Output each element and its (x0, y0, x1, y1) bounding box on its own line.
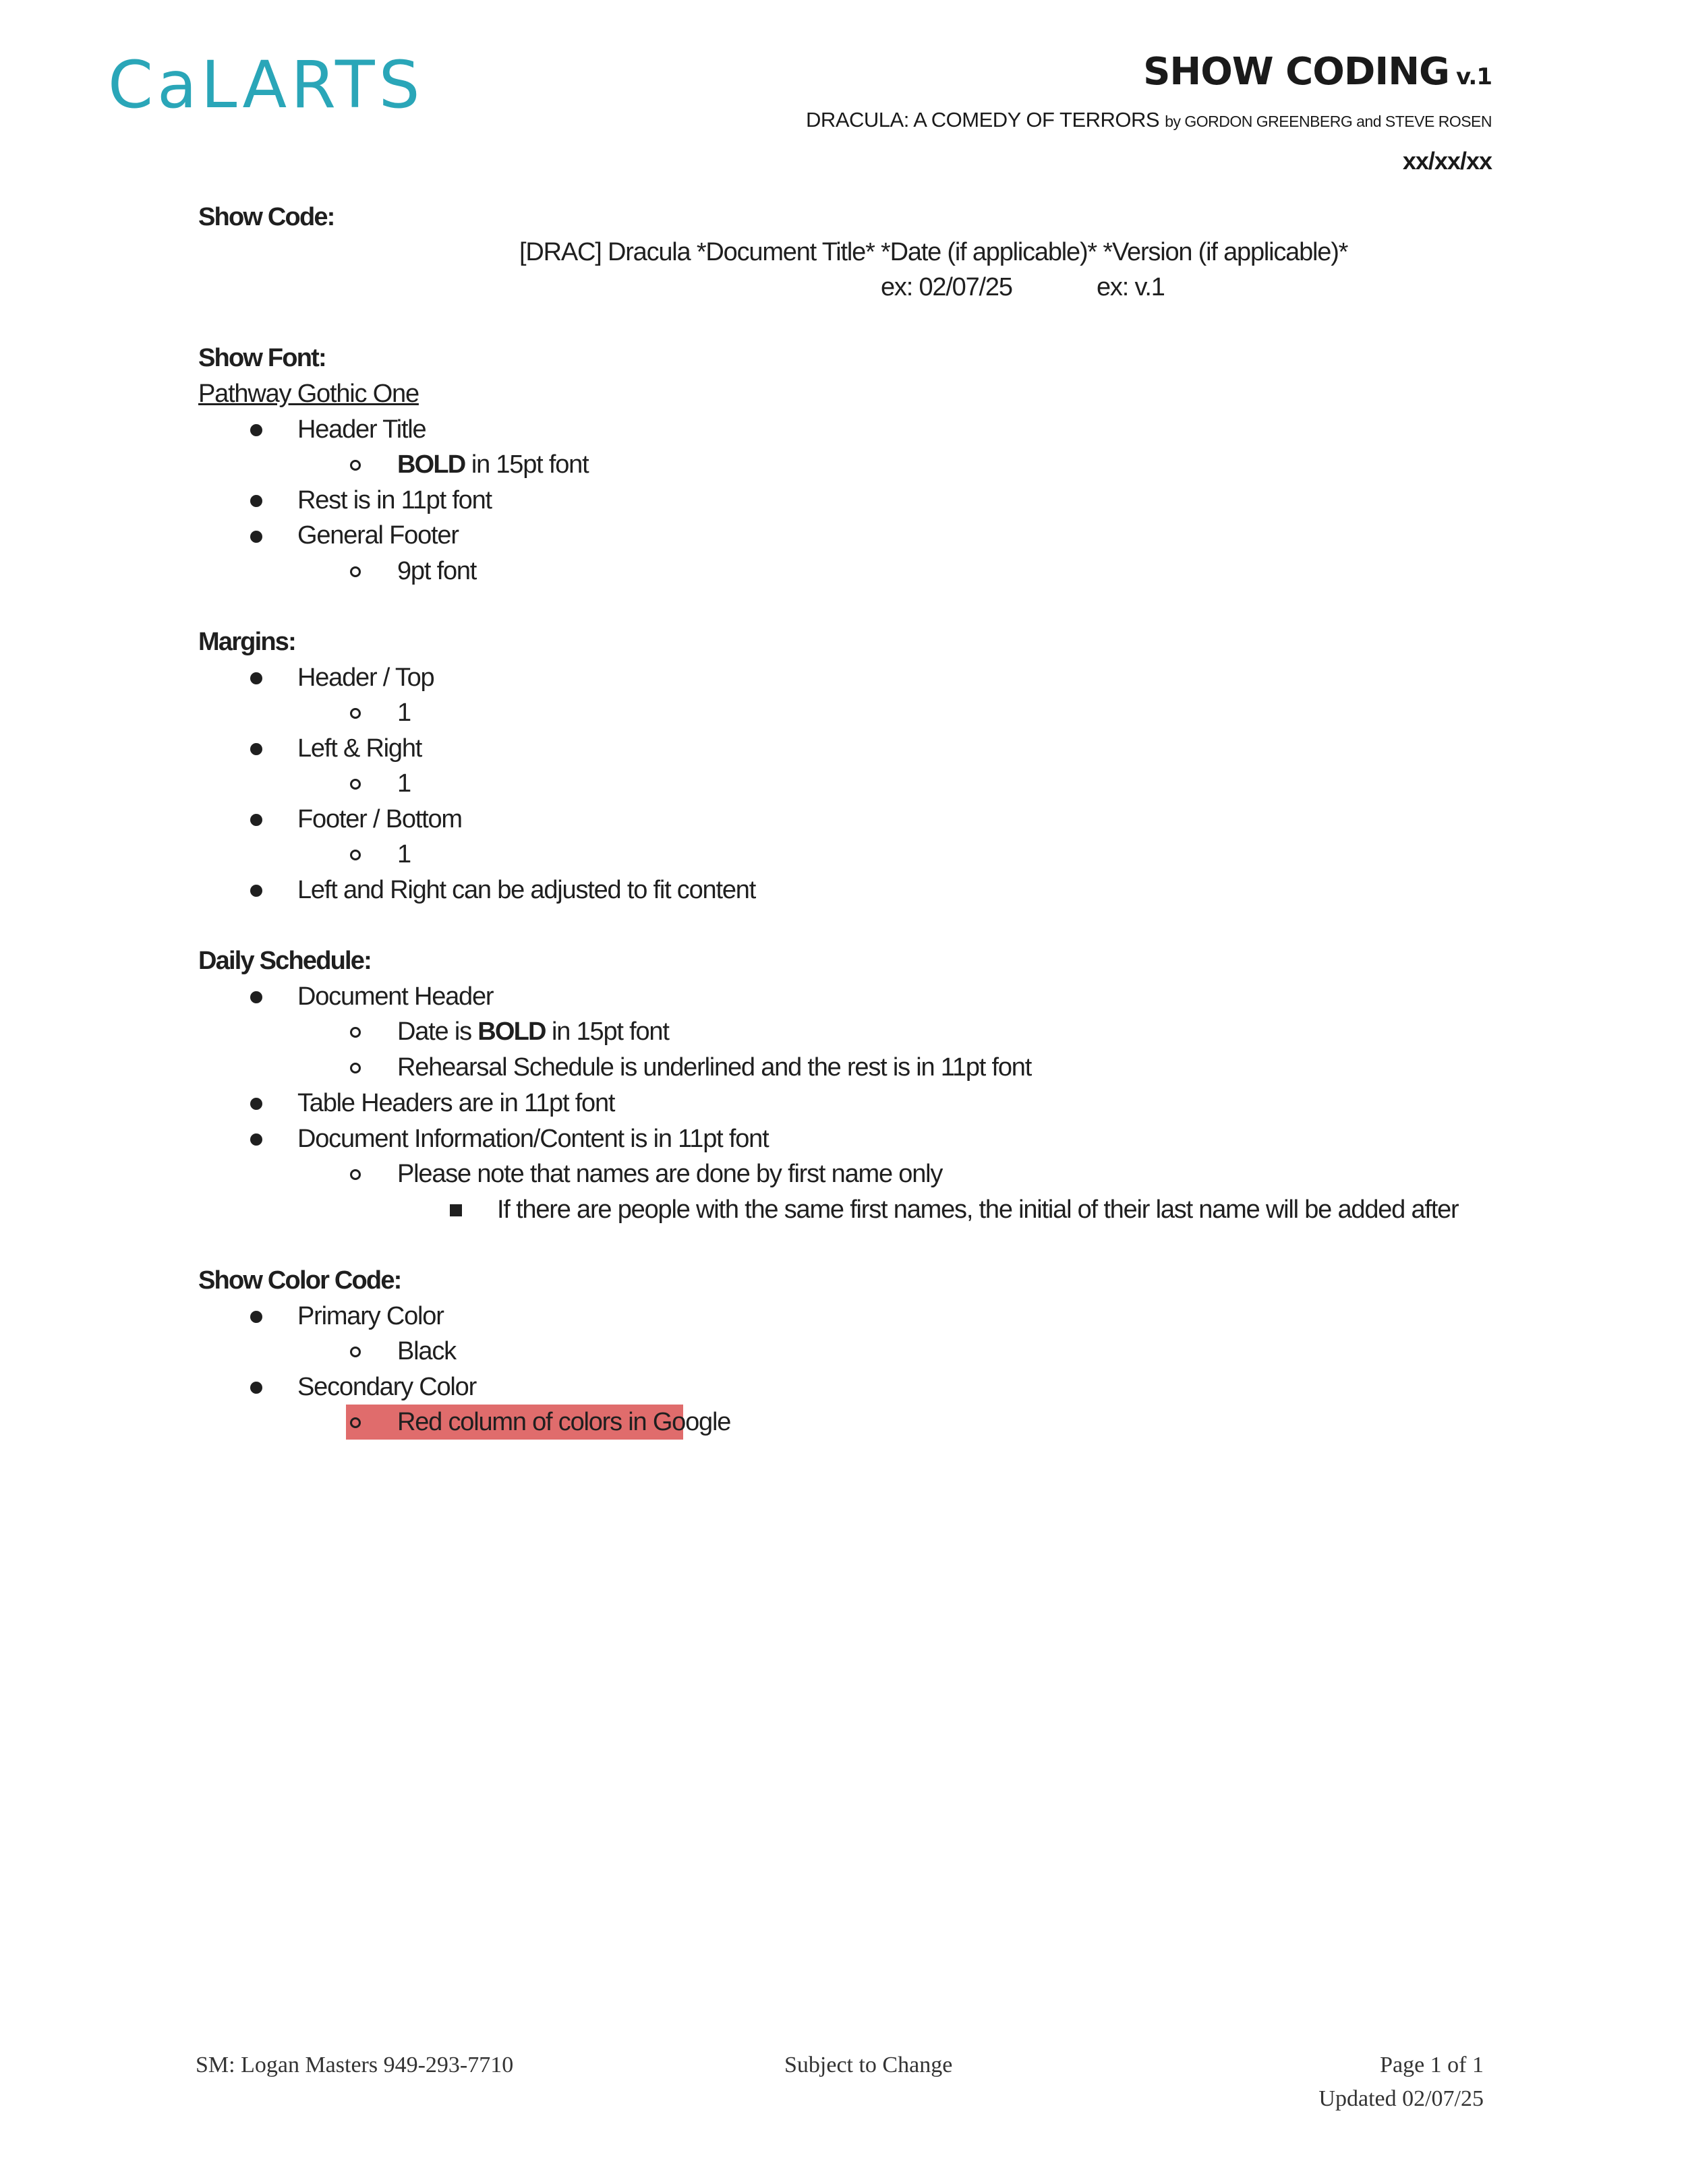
list-item: 9pt font (397, 557, 477, 585)
bullet-dot (250, 743, 262, 755)
list-item: Primary Color (297, 1302, 444, 1330)
bullet-dot (250, 531, 262, 543)
show-authors: by GORDON GREENBERG and STEVE ROSEN (1165, 113, 1492, 130)
show-code-heading: Show Code: (198, 203, 335, 231)
color-code-heading: Show Color Code: (198, 1266, 401, 1295)
show-title: DRACULA: A COMEDY OF TERRORS (806, 108, 1160, 131)
header-date: xx/xx/xx (1402, 147, 1492, 175)
bullet-square (450, 1204, 462, 1216)
bullet-circle (350, 1169, 361, 1180)
item-text: in 15pt font (465, 450, 589, 479)
footer-sm-contact: SM: Logan Masters 949-293-7710 (196, 2053, 514, 2077)
list-item: 1 (397, 699, 411, 727)
bullet-circle (350, 1347, 361, 1357)
list-item: Rehearsal Schedule is underlined and the rest is in 11pt font (397, 1053, 1032, 1082)
footer-page-number: Page 1 of 1 (1380, 2053, 1484, 2077)
item-text: Date is (397, 1017, 478, 1046)
list-item (397, 447, 588, 482)
bullet-circle (350, 850, 361, 860)
daily-schedule-heading: Daily Schedule: (198, 947, 371, 975)
document-title (1143, 50, 1492, 94)
show-font-heading: Show Font: (198, 344, 326, 372)
list-item: Left & Right (297, 734, 422, 763)
list-item: Header / Top (297, 663, 434, 692)
version-example: ex: v.1 (1097, 273, 1165, 301)
list-item: If there are people with the same first names, the initial of their last name will be added after (497, 1196, 1459, 1224)
item-text: in 15pt font (545, 1017, 669, 1046)
bullet-circle (350, 1417, 361, 1428)
list-item: Document Header (297, 982, 494, 1011)
list-item: Black (397, 1337, 456, 1365)
bold-word: BOLD (477, 1017, 546, 1046)
show-code-format: [DRAC] Dracula *Document Title* *Date (if applicable)* *Version (if applicable)* (519, 238, 1348, 266)
list-item: 1 (397, 840, 411, 868)
show-font-name: Pathway Gothic One (198, 380, 419, 408)
list-item (397, 1014, 669, 1049)
version-label: v.1 (1456, 63, 1492, 90)
bullet-dot (250, 1098, 262, 1110)
bullet-circle (350, 1063, 361, 1073)
bullet-dot (250, 814, 262, 826)
bullet-dot (250, 991, 262, 1003)
calarts-logo: CaLARTS (108, 47, 424, 123)
margins-heading: Margins: (198, 628, 295, 656)
footer-updated: Updated 02/07/25 (1318, 2086, 1484, 2111)
bullet-dot (250, 1382, 262, 1394)
list-item: Table Headers are in 11pt font (297, 1089, 615, 1117)
bullet-dot (250, 672, 262, 684)
bullet-circle (350, 566, 361, 577)
date-example: ex: 02/07/25 (881, 273, 1012, 301)
bullet-dot (250, 495, 262, 507)
bullet-dot (250, 1311, 262, 1323)
list-item: Rest is in 11pt font (297, 486, 492, 514)
list-item: General Footer (297, 521, 459, 550)
list-item: Please note that names are done by first name only (397, 1160, 943, 1188)
list-item: Header Title (297, 415, 426, 444)
title-text: SHOW CODING (1143, 50, 1450, 94)
list-item: Footer / Bottom (297, 805, 462, 833)
bullet-circle (350, 779, 361, 790)
bullet-circle (350, 1027, 361, 1038)
bullet-circle (350, 460, 361, 471)
show-subtitle (806, 108, 1492, 132)
list-item: Left and Right can be adjusted to fit content (297, 876, 756, 904)
bullet-dot (250, 1133, 262, 1146)
footer-notice: Subject to Change (784, 2053, 953, 2077)
bullet-circle (350, 708, 361, 719)
list-item: 1 (397, 769, 411, 798)
bold-word: BOLD (397, 450, 465, 479)
bullet-dot (250, 885, 262, 897)
bullet-dot (250, 424, 262, 436)
list-item: Secondary Color (297, 1373, 477, 1401)
list-item: Document Information/Content is in 11pt font (297, 1125, 769, 1153)
list-item: Red column of colors in Google (397, 1408, 731, 1436)
